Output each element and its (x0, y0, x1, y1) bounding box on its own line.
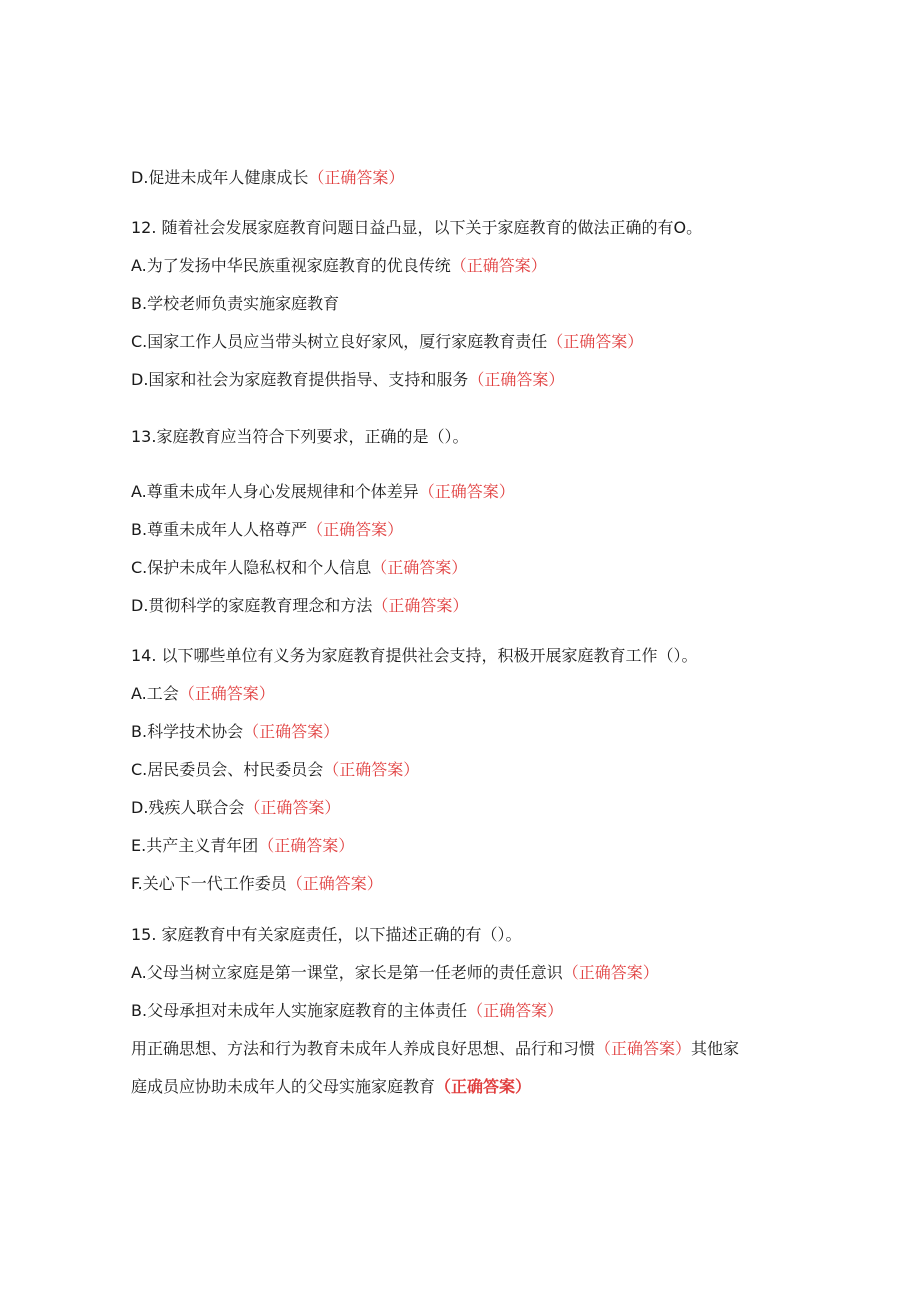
option-line (131, 873, 383, 895)
option-line (131, 1038, 739, 1060)
option-line (131, 962, 659, 984)
option-line (131, 293, 339, 315)
correct-answer-tag: （正确答案） (244, 798, 341, 817)
option-line (131, 835, 354, 857)
option-line (131, 1076, 531, 1098)
option-text: A.父母当树立家庭是第一课堂，家长是第一任老师的责任意识 (131, 963, 563, 982)
option-line (131, 759, 419, 781)
correct-answer-tag: （正确答案） (450, 256, 547, 275)
option-text: A.尊重未成年人身心发展规律和个体差异 (131, 482, 419, 501)
question-15-title (131, 924, 522, 946)
option-text: D.贯彻科学的家庭教育理念和方法 (131, 596, 373, 615)
question-text: 14. 以下哪些单位有义务为家庭教育提供社会支持，积极开展家庭教育工作（）。 (131, 646, 698, 665)
correct-answer-tag: （正确答案） (323, 760, 420, 779)
option-text: 庭成员应协助未成年人的父母实施家庭教育 (131, 1077, 436, 1096)
correct-answer-tag: （正确答案） (468, 370, 565, 389)
question-text: 13.家庭教育应当符合下列要求，正确的是（）。 (131, 427, 469, 446)
correct-answer-tag: （正确答案） (307, 520, 404, 539)
option-line (131, 557, 467, 579)
correct-answer-tag: （正确答案） (178, 684, 275, 703)
option-line (131, 481, 515, 503)
option-text: C.居民委员会、村民委员会 (131, 760, 324, 779)
correct-answer-tag: （正确答案） (467, 1001, 564, 1020)
option-text: B.尊重未成年人人格尊严 (131, 520, 308, 539)
option-text: F.关心下一代工作委员 (131, 874, 287, 893)
option-line (131, 797, 340, 819)
option-line (131, 369, 564, 391)
question-13-title (131, 426, 468, 448)
option-text: A.工会 (131, 684, 179, 703)
option-text: C.国家工作人员应当带头树立良好家风，厦行家庭教育责任 (131, 332, 548, 351)
correct-answer-tag: （正确答案） (308, 168, 405, 187)
option-text: B.学校老师负责实施家庭教育 (131, 294, 340, 313)
correct-answer-tag: （正确答案） (562, 963, 659, 982)
option-text: C.保护未成年人隐私权和个人信息 (131, 558, 372, 577)
option-text: D.促进未成年人健康成长 (131, 168, 309, 187)
correct-answer-tag: （正确答案） (286, 874, 383, 893)
option-line (131, 683, 275, 705)
option-text: A.为了发扬中华民族重视家庭教育的优良传统 (131, 256, 451, 275)
option-line (131, 1000, 563, 1022)
option-text: B.科学技术协会 (131, 722, 244, 741)
continuation-text: 其他家 (691, 1039, 740, 1058)
question-12-title (131, 217, 702, 239)
question-text: 12. 随着社会发展家庭教育问题日益凸显，以下关于家庭教育的做法正确的有O。 (131, 218, 703, 237)
correct-answer-tag: （正确答案） (435, 1077, 532, 1096)
option-line (131, 519, 403, 541)
correct-answer-tag: （正确答案） (372, 596, 469, 615)
correct-answer-tag: （正确答案） (547, 332, 644, 351)
option-line (131, 331, 643, 353)
correct-answer-tag: （正确答案） (258, 836, 355, 855)
question-14-title (131, 645, 698, 667)
option-text: D.残疾人联合会 (131, 798, 245, 817)
option-line (131, 255, 547, 277)
option-text: 用正确思想、方法和行为教育未成年人养成良好思想、品行和习惯 (131, 1039, 596, 1058)
correct-answer-tag: （正确答案） (595, 1039, 692, 1058)
option-line (131, 721, 339, 743)
option-line (131, 595, 468, 617)
correct-answer-tag: （正确答案） (418, 482, 515, 501)
correct-answer-tag: （正确答案） (243, 722, 340, 741)
correct-answer-tag: （正确答案） (371, 558, 468, 577)
question-text: 15. 家庭教育中有关家庭责任，以下描述正确的有（）。 (131, 925, 522, 944)
option-line (131, 167, 404, 189)
option-text: D.国家和社会为家庭教育提供指导、支持和服务 (131, 370, 469, 389)
option-text: E.共产主义青年团 (131, 836, 259, 855)
option-text: B.父母承担对未成年人实施家庭教育的主体责任 (131, 1001, 468, 1020)
